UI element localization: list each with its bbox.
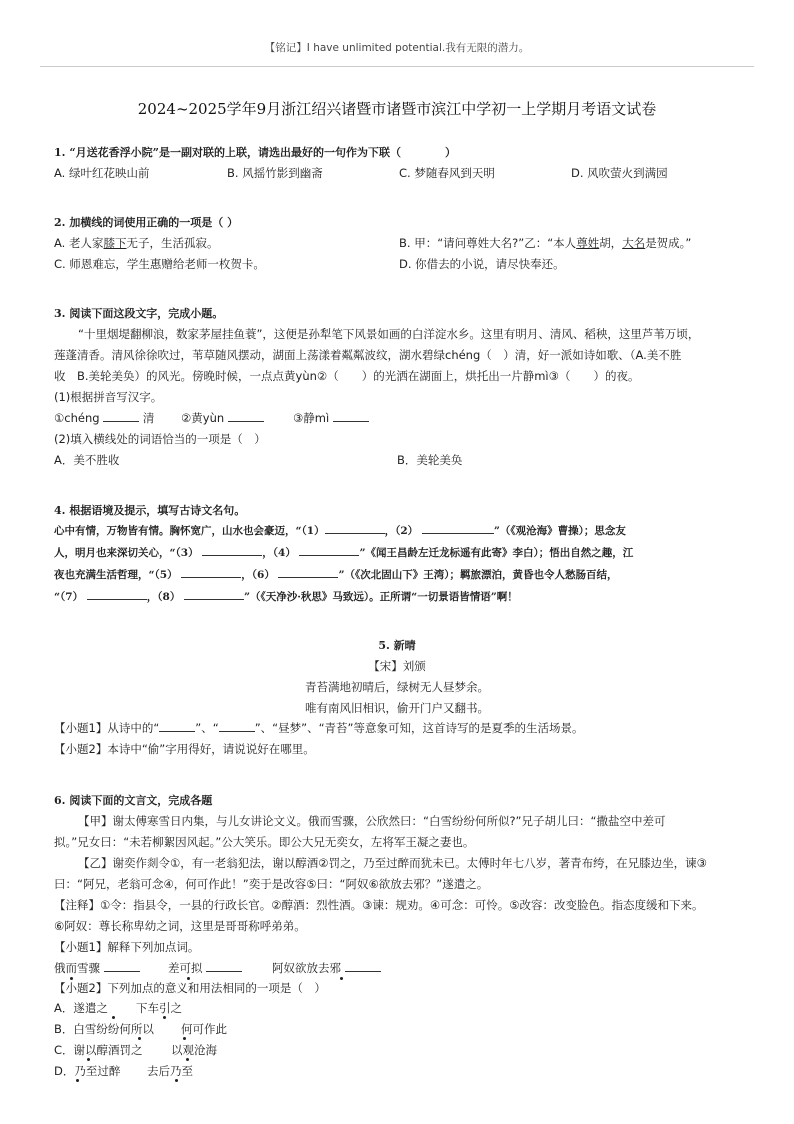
- q4-line-4: [54, 589, 518, 604]
- q4-l4-b: ，（8）: [146, 591, 181, 603]
- q6-jia-line-1: 【甲】谢太傅寒雪日内集，与儿女讲论文义。俄而雪骤，公欣然曰：“白雪纷纷何所似?”兄子胡儿曰：“撒盐空中差可: [78, 814, 666, 828]
- q6-word-1-blank[interactable]: [104, 971, 140, 972]
- emphasis-dot: [183, 1037, 186, 1040]
- q2-b-mid: 胡，: [599, 236, 623, 250]
- q4-l3-c: ”（《次北固山下》王湾）；羁旅漂泊，黄昏也令人愁肠百结，: [338, 569, 618, 581]
- q6-word-3-text: 阿奴欲放去邪: [272, 961, 341, 975]
- q6-word-3: [272, 960, 381, 976]
- q6-option-d-2: 去后乃至: [147, 1064, 193, 1078]
- q4-blank-2[interactable]: [422, 533, 494, 534]
- q4-blank-7[interactable]: [87, 599, 147, 600]
- q6-yi-line-2: 曰：“阿兄，老翁可念④，何可作此！”奕于是改容⑤曰：“阿奴⑥欲放去邪？”遂遣之。: [54, 877, 489, 891]
- q4-blank-8[interactable]: [184, 599, 244, 600]
- q1-stem: 1. “月送花香浮小院”是一副对联的上联，请选出最好的一句作为下联（ ）: [54, 146, 456, 159]
- q4-blank-4[interactable]: [299, 555, 359, 556]
- q6-word-1-text: 俄而雪骤: [54, 961, 100, 975]
- q6-sub1: 【小题1】解释下列加点词。: [54, 940, 200, 954]
- q4-line-3: [54, 567, 618, 582]
- q6-word-3-blank[interactable]: [345, 971, 381, 972]
- q2-stem: 2. 加横线的词使用正确的一项是（ ）: [54, 216, 239, 229]
- q2-option-b: [399, 235, 691, 251]
- q4-l3-a: 夜也充满生活哲理，“（5）: [54, 569, 178, 581]
- q3-fill-3-label: ③静mì: [293, 411, 330, 425]
- q3-fill-1: [54, 410, 154, 426]
- q3-fill-2-blank[interactable]: [228, 421, 264, 422]
- q2-b-text: B. 甲：“请问尊姓大名?”乙：“本人: [399, 236, 577, 250]
- q5-blank-2[interactable]: [219, 731, 255, 732]
- q3-option-b: B．美轮美奂: [397, 453, 463, 467]
- q6-word-1: [54, 960, 140, 976]
- q3-fill-2-label: ②黄yùn: [181, 411, 225, 425]
- q2-b-underlined-2: 大名: [622, 236, 646, 250]
- q5-blank-1[interactable]: [159, 731, 195, 732]
- q6-option-a-2: 下车引之: [136, 1001, 182, 1015]
- q2-a-underlined: 膝下: [103, 236, 127, 250]
- emphasis-dot: [76, 1079, 79, 1082]
- q6-option-a-1: A．遂遣之: [54, 1001, 108, 1015]
- q4-l3-b: ，（6）: [241, 569, 275, 581]
- q4-l2-a: 人，明月也来深切关心，“（3）: [54, 547, 199, 559]
- q6-jia-line-2: 拟。”兄女曰：“未若柳絮因风起。”公大笑乐。即公大兄无奕女，左将军王凝之妻也。: [54, 835, 475, 849]
- q5-author: 【宋】刘颁: [368, 659, 426, 673]
- q3-fill-2: [181, 410, 264, 426]
- emphasis-dot: [340, 977, 343, 980]
- q5-poem-line-2: 唯有南风旧相识，偷开门户又翻书。: [305, 701, 489, 715]
- q4-blank-1[interactable]: [325, 533, 385, 534]
- q6-option-b-1: B．白雪纷纷何所以: [54, 1022, 154, 1036]
- q5-sub1-a: 【小题1】从诗中的“: [54, 721, 160, 735]
- q6-notes-line-1: 【注释】①令：指县令，一县的行政长官。②醇酒：烈性酒。③谏：规劝。④可念：可怜。⑤改容：改变脸色。指态度缓和下来。: [54, 898, 704, 912]
- q3-fill-3-blank[interactable]: [333, 421, 369, 422]
- q5-sub2: 【小题2】本诗中“偷”字用得好，请说说好在哪里。: [54, 742, 315, 756]
- q3-passage-line-1: “十里烟堤翻柳浪，数家茅屋挂鱼蓑”，这便是孙犁笔下风景如画的白洋淀水乡。这里有明月、清风、稻秧，这里芦苇万顷，: [78, 327, 700, 341]
- q5-poem-title: 5. 新晴: [378, 639, 416, 652]
- q3-fill-3: [293, 410, 369, 426]
- q4-l4-c: ”（《天净沙·秋思》马致远）。正所谓“一切景语皆情语”啊！: [243, 591, 518, 603]
- q2-b-underlined-1: 尊姓: [576, 236, 600, 250]
- q4-stem: 4. 根据语境及提示，填写古诗文名句。: [54, 504, 246, 517]
- q4-line-1: [54, 523, 626, 538]
- q6-option-d-1: D．乃至过醉: [54, 1064, 121, 1078]
- q2-b-rest: 是贺成。”: [645, 236, 692, 250]
- q6-yi-line-1: 【乙】谢奕作剡令①，有一老翁犯法，谢以醇酒②罚之，乃至过醉而犹未已。太傅时年七八岁，著青布绔，在兄膝边坐，谏③: [78, 856, 707, 870]
- q5-sub1-c: ”、“昼梦”、“青苔”等意象可知，这首诗写的是夏季的生活场景。: [254, 721, 584, 735]
- q5-sub1-b: ”、“: [195, 721, 219, 735]
- q4-l1-c: ”（《观沧海》曹操）；思念友: [493, 525, 626, 537]
- page-title: 2024~2025学年9月浙江绍兴诸暨市诸暨市滨江中学初一上学期月考语文试卷: [137, 100, 657, 118]
- q3-sub2: (2)填入横线处的词语恰当的一项是（ ）: [54, 432, 266, 446]
- emphasis-dot: [112, 1016, 115, 1019]
- q4-blank-5[interactable]: [181, 577, 241, 578]
- q4-line-2: [54, 545, 633, 560]
- q6-stem: 6. 阅读下面的文言文，完成各题: [54, 794, 213, 807]
- q6-sub2: 【小题2】下列加点的意义和用法相同的一项是（ ）: [54, 981, 326, 995]
- q3-stem: 3. 阅读下面这段文字，完成小题。: [54, 307, 224, 320]
- q3-fill-1-label: ①chéng: [54, 411, 100, 425]
- q6-word-2: [168, 960, 242, 976]
- q3-passage-line-2: 莲蓬清香。清风徐徐吹过，苇草随风摆动，湖面上荡漾着粼粼波纹，湖水碧绿chéng（ ）清，好一派如诗如歌、（A.美不胜: [54, 348, 682, 362]
- q4-l4-a: “（7）: [54, 591, 84, 603]
- q5-sub1: [54, 720, 584, 736]
- q3-passage-line-3: 收 B.美轮美奂）的风光。傍晚时候，一点点黄yùn②（ ）的光洒在湖面上，烘托出一片静mì③（ ）的夜。: [54, 369, 640, 383]
- emphasis-dot: [87, 1058, 90, 1061]
- q4-l1-a: 心中有情，万物皆有情。胸怀宽广，山水也会豪迈，“（1）: [54, 525, 325, 537]
- q3-fill-1-tail: 清: [142, 411, 155, 425]
- q4-l1-b: ，（2）: [384, 525, 419, 537]
- q2-option-c: C. 师恩难忘，学生惠赠给老师一枚贺卡。: [54, 257, 265, 271]
- q2-option-a: [54, 235, 218, 251]
- q5-poem-line-1: 青苔满地初晴后，绿树无人昼梦余。: [305, 680, 489, 694]
- q2-a-rest: 无子，生活孤寂。: [126, 236, 219, 250]
- emphasis-dot: [186, 1058, 189, 1061]
- q6-option-c-2: 以观沧海: [171, 1043, 217, 1057]
- q1-option-a: A. 绿叶红花映山前: [54, 166, 150, 180]
- emphasis-dot: [138, 1037, 141, 1040]
- q4-l2-c: ”《闻王昌龄左迁龙标遥有此寄》李白）；悟出自然之趣，江: [359, 547, 634, 559]
- q3-fill-1-blank[interactable]: [103, 421, 139, 422]
- q2-a-text: A. 老人家: [54, 236, 104, 250]
- q1-option-c: C. 梦随春风到天明: [399, 166, 495, 180]
- q3-option-a: A．美不胜收: [54, 453, 120, 467]
- q3-sub1: (1)根据拼音写汉字。: [54, 390, 163, 404]
- q6-notes-line-2: ⑥阿奴：尊长称卑幼之词，这里是哥哥称呼弟弟。: [54, 919, 306, 933]
- page-header: 【铭记】I have unlimited potential.我有无限的潜力。: [264, 42, 530, 54]
- emphasis-dot: [175, 1079, 178, 1082]
- q6-word-2-text: 差可拟: [168, 961, 203, 975]
- q1-option-d: D. 风吹萤火到满园: [571, 166, 668, 180]
- q2-option-d: D. 你借去的小说，请尽快奉还。: [399, 257, 565, 271]
- emphasis-dot: [163, 1016, 166, 1019]
- q6-option-c-1: C．谢以醇酒罚之: [54, 1043, 143, 1057]
- q1-option-b: B. 风摇竹影到幽斋: [227, 166, 323, 180]
- q4-blank-3[interactable]: [202, 555, 262, 556]
- q4-blank-6[interactable]: [278, 577, 338, 578]
- q6-word-2-blank[interactable]: [206, 971, 242, 972]
- header-divider: [40, 66, 754, 67]
- q4-l2-b: ，（4）: [262, 547, 296, 559]
- q6-option-b-2: 何可作此: [181, 1022, 227, 1036]
